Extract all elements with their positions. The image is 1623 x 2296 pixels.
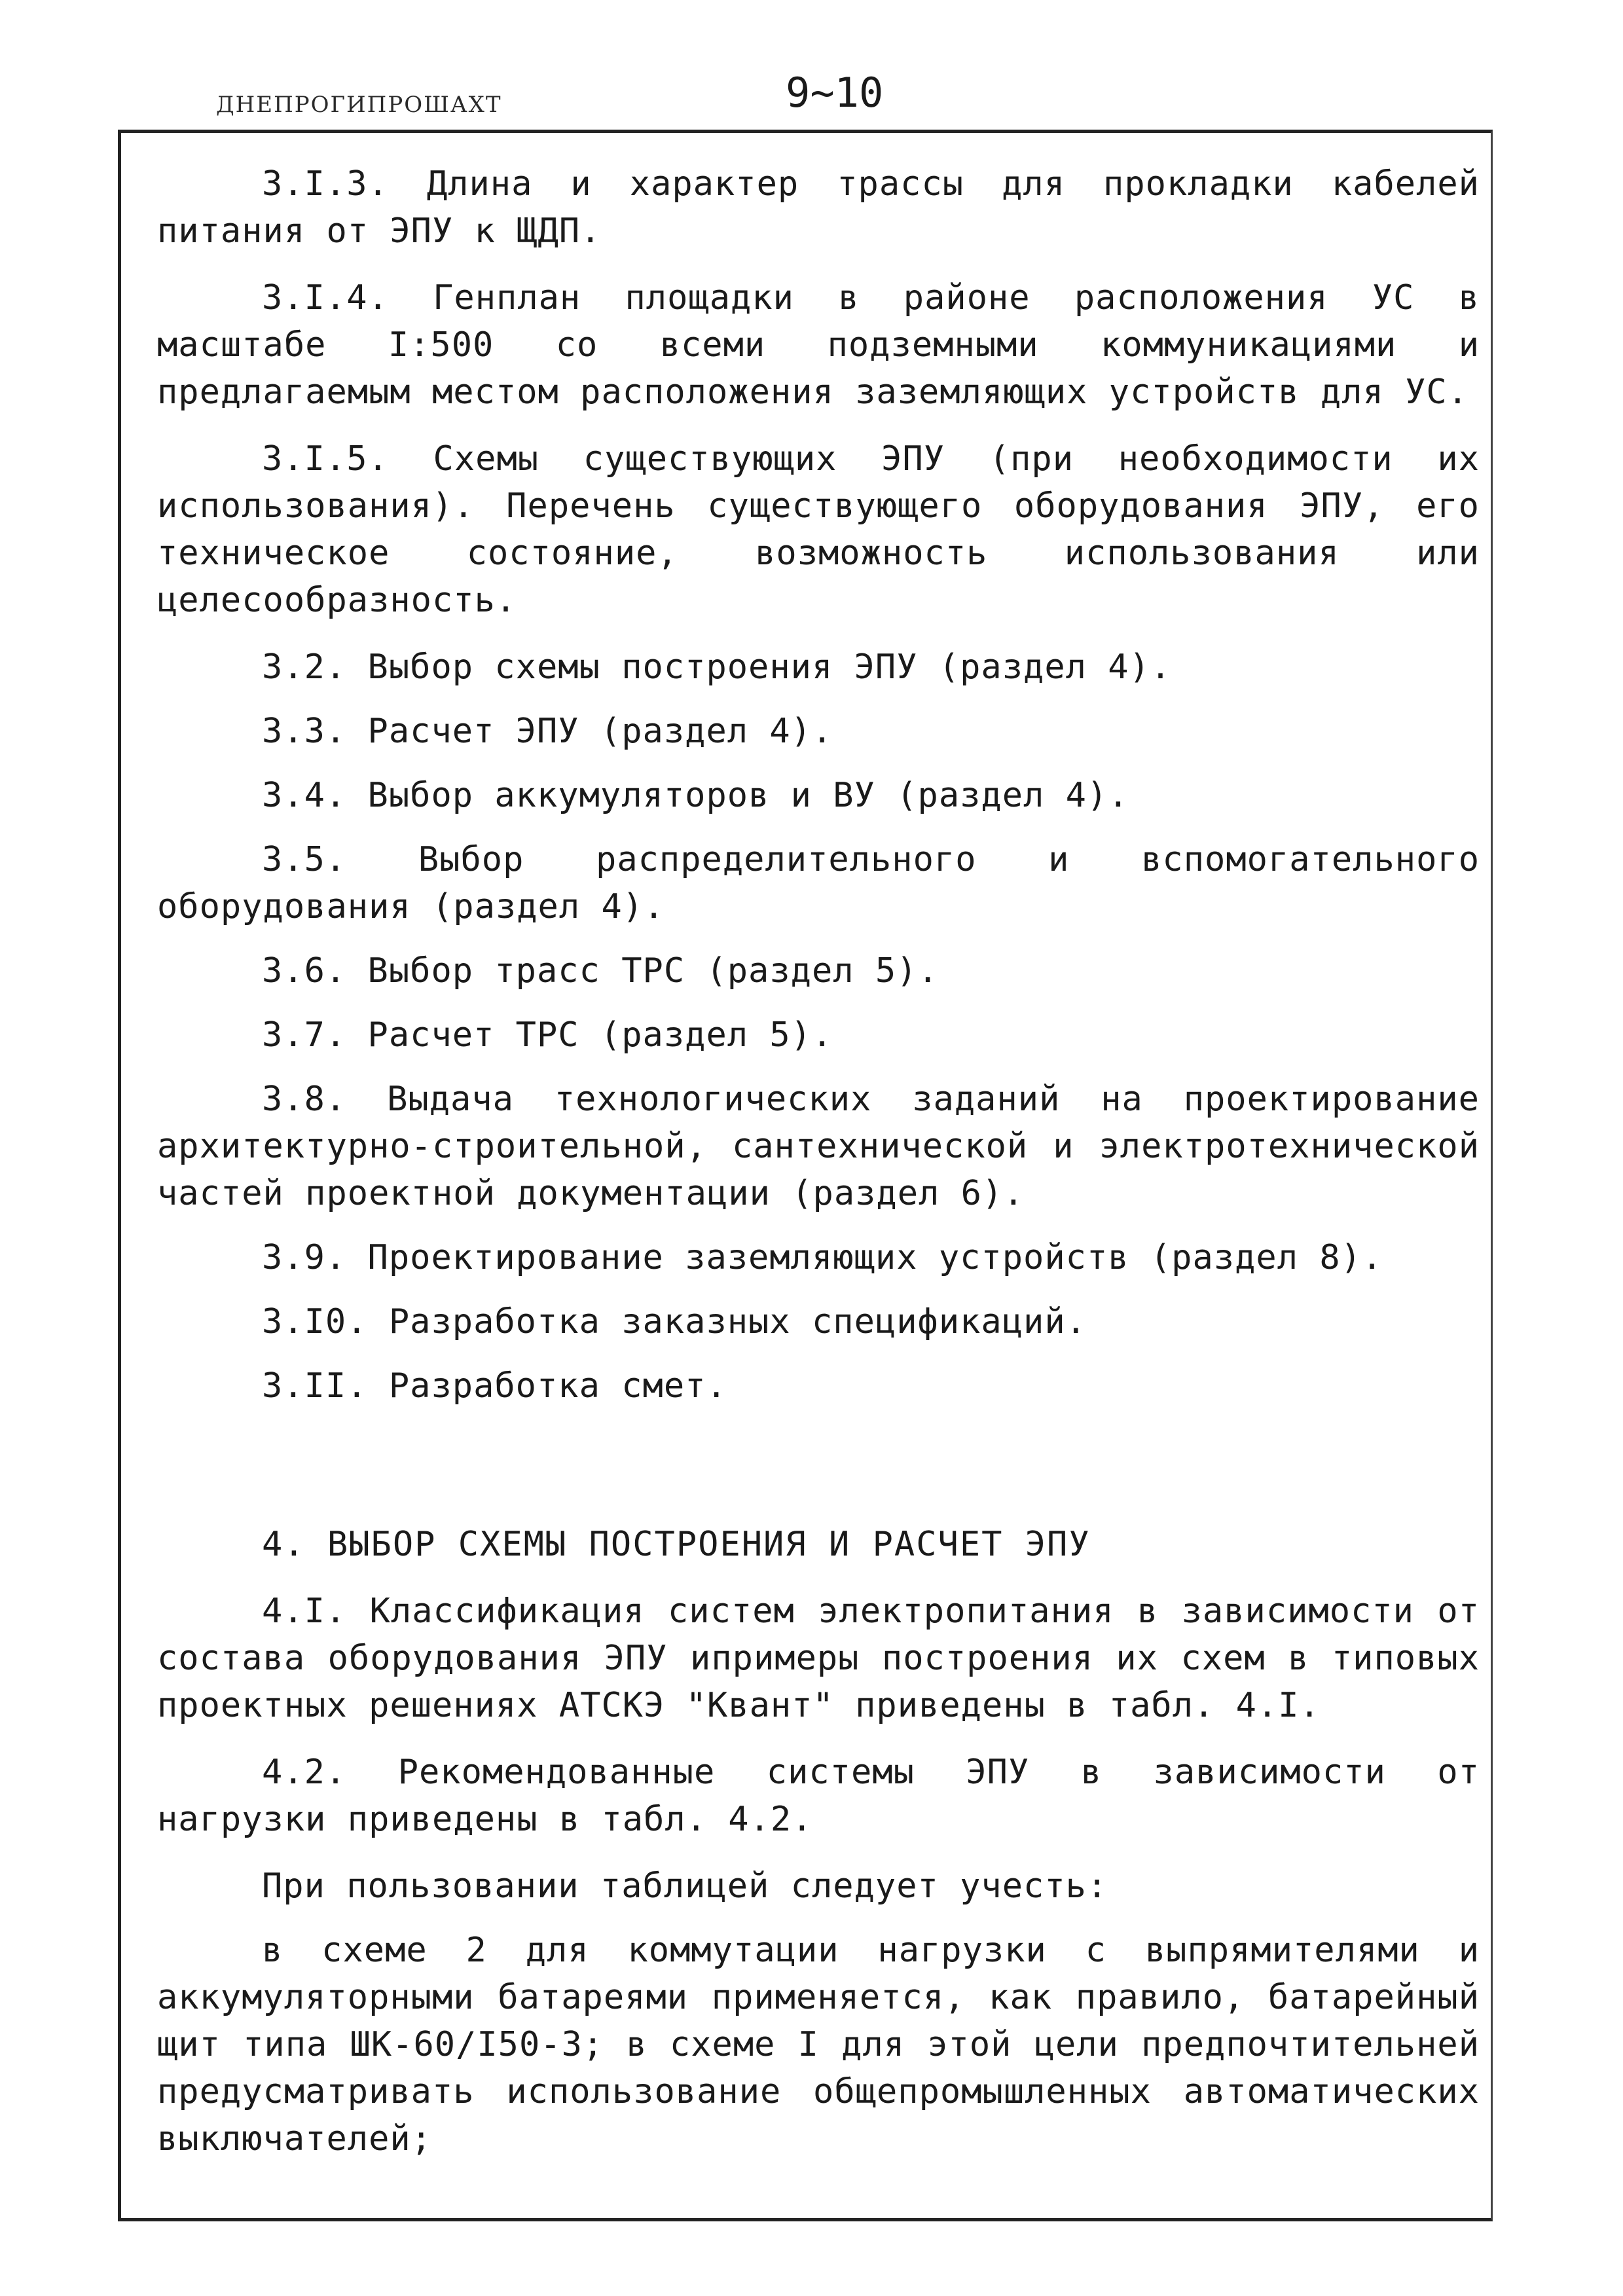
paragraph-3-7: 3.7. Расчет ТРС (раздел 5). [262, 1015, 833, 1055]
paragraph-3-3: 3.3. Расчет ЭПУ (раздел 4). [262, 712, 833, 751]
document-body [157, 160, 1480, 2162]
paragraph-3-4: 3.4. Выбор аккумуляторов и ВУ (раздел 4). [262, 776, 1129, 815]
header-organization: ДНЕПРОГИПРОШАХТ [216, 92, 502, 118]
paragraph-3-11: 3.II. Разработка смет. [262, 1366, 727, 1406]
paragraph-scheme: в схеме 2 для коммутации нагрузки с выпрямителями и аккумуляторными батареями применяется, как правило, батарейный щит типа ШК-60/I50-3; в схеме I для этой цели предпочтительней предусматривать использование общепромышленных автоматических выключателей; [157, 1931, 1480, 2159]
paragraph-3-6: 3.6. Выбор трасс ТРС (раздел 5). [262, 951, 939, 991]
paragraph-4-1: 4.I. Классификация систем электропитания в зависимости от состава оборудования ЭПУ ипримеры построения их схем в типовых проектных решениях АТСКЭ "Квант" приведены в табл. 4.I. [157, 1592, 1480, 1725]
paragraph-note: При пользовании таблицей следует учесть: [262, 1867, 1108, 1906]
paragraph-3-2: 3.2. Выбор схемы построения ЭПУ (раздел 4). [262, 647, 1172, 687]
paragraph-3-9: 3.9. Проектирование заземляющих устройств (раздел 8). [262, 1238, 1383, 1277]
paragraph-3-1-4: 3.I.4. Генплан площадки в районе расположения УС в масштабе I:500 со всеми подземными коммуникациями и предлагаемым местом расположения заземляющих устройств для УС. [157, 278, 1480, 412]
section-4-heading: 4. ВЫБОР СХЕМЫ ПОСТРОЕНИЯ И РАСЧЕТ ЭПУ [262, 1525, 1091, 1564]
paragraph-3-5: 3.5. Выбор распределительного и вспомогательного оборудования (раздел 4). [157, 840, 1480, 926]
page-number: 9~10 [786, 69, 884, 117]
paragraph-4-2: 4.2. Рекомендованные системы ЭПУ в зависимости от нагрузки приведены в табл. 4.2. [157, 1753, 1480, 1839]
paragraph-3-1-3: 3.I.3. Длина и характер трассы для прокладки кабелей питания от ЭПУ к ЩДП. [157, 164, 1480, 251]
paragraph-3-10: 3.I0. Разработка заказных спецификаций. [262, 1302, 1087, 1341]
paragraph-3-8: 3.8. Выдача технологических заданий на проектирование архитектурно-строительной, сантехнической и электротехнической частей проектной документации (раздел 6). [157, 1080, 1480, 1213]
paragraph-3-1-5: 3.I.5. Схемы существующих ЭПУ (при необходимости их использования). Перечень существующего оборудования ЭПУ, его техническое состояние, возможность использования или целесообразность. [157, 439, 1480, 620]
